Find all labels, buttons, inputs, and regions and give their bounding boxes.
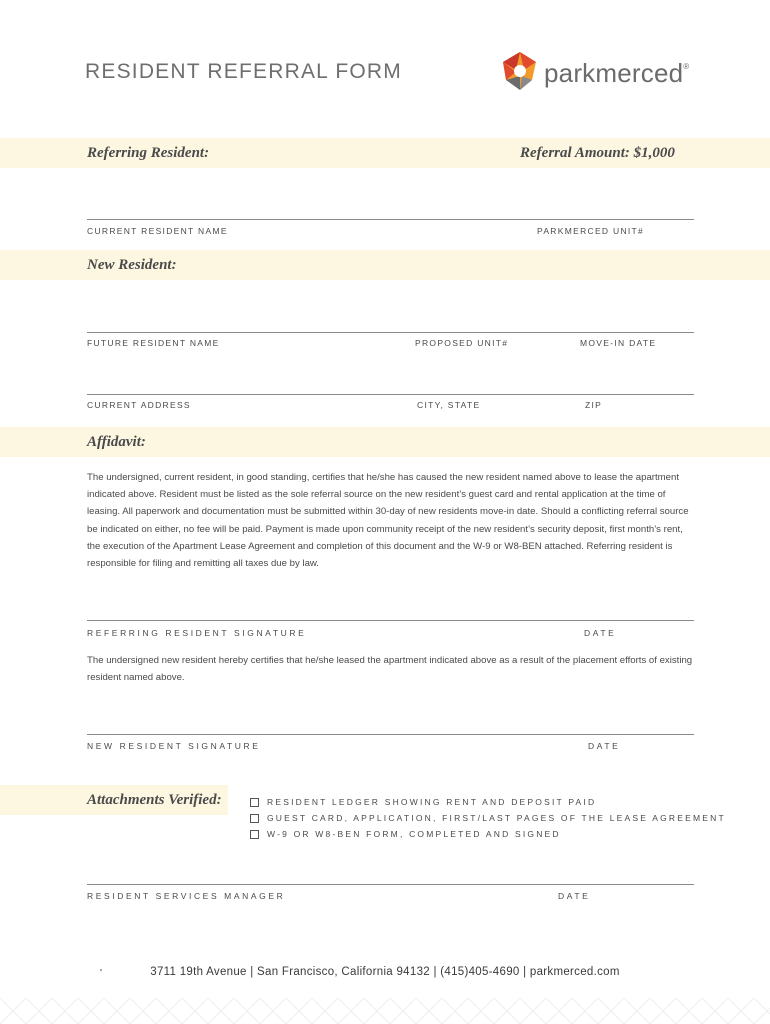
affidavit-paragraph: The undersigned, current resident, in good standing, certifies that he/she has caused the new resident named above to lease the apartment indicated above. Resident must be listed as the sole referral source on the new resident’s guest card and rental application at the time of leasing. All paperwork and documentation must be submitted within 30-day of new residents move-in date. Should a conflicting referral source be indicated on either, no fee will be paid. Payment is made upon community receipt of the new resident’s security deposit, first month’s rent, the execution of the Apartment Lease Agreement and completion of this document and the W-9 or W8-BEN attached. Referring resident is responsible for filing and remitting all taxes due by law.	[87, 472, 689, 570]
new-resident-certification: The undersigned new resident hereby certifies that he/she leased the apartment indicated above as a result of the placement efforts of existing resident named above.	[87, 655, 693, 684]
logo-wordmark: parkmerced®	[544, 58, 690, 88]
attachments-verified-label: Attachments Verified:	[87, 792, 222, 808]
attachment-item-label: W-9 OR W8-BEN FORM, COMPLETED AND SIGNED	[267, 829, 561, 839]
new-resident-signature-caption: NEW RESIDENT SIGNATURE	[87, 741, 261, 751]
parkmerced-logo-icon	[500, 50, 540, 96]
future-resident-line[interactable]	[87, 332, 694, 333]
attachment-item[interactable]	[250, 827, 561, 841]
current-address-line[interactable]	[87, 394, 694, 395]
move-in-date-caption: MOVE-IN DATE	[580, 338, 657, 348]
referral-amount-label: Referral Amount: $1,000	[520, 145, 675, 161]
current-resident-name-caption: CURRENT RESIDENT NAME	[87, 226, 228, 236]
future-resident-name-caption: FUTURE RESIDENT NAME	[87, 338, 220, 348]
parkmerced-unit-caption: PARKMERCED UNIT#	[537, 226, 645, 236]
footer-tick: '	[100, 968, 102, 979]
parkmerced-logo	[500, 48, 700, 100]
resident-services-manager-caption: RESIDENT SERVICES MANAGER	[87, 891, 286, 901]
attachment-item[interactable]	[250, 811, 726, 825]
referring-date-caption: DATE	[584, 628, 617, 638]
zip-caption: ZIP	[585, 400, 603, 410]
new-resident-date-caption: DATE	[588, 741, 621, 751]
new-resident-label: New Resident:	[87, 257, 177, 273]
referring-resident-label: Referring Resident:	[87, 145, 210, 161]
proposed-unit-caption: PROPOSED UNIT#	[415, 338, 509, 348]
manager-signature-line[interactable]	[87, 884, 694, 885]
attachment-item[interactable]	[250, 795, 596, 809]
referring-signature-caption: REFERRING RESIDENT SIGNATURE	[87, 628, 307, 638]
footer-contact: 3711 19th Avenue | San Francisco, California 94132 | (415)405-4690 | parkmerced.com	[150, 966, 620, 978]
city-state-caption: CITY, STATE	[417, 400, 481, 410]
referring-signature-line[interactable]	[87, 620, 694, 621]
affidavit-label: Affidavit:	[87, 434, 146, 450]
new-resident-signature-line[interactable]	[87, 734, 694, 735]
page-title: RESIDENT REFERRAL FORM	[85, 60, 402, 83]
attachment-item-label: RESIDENT LEDGER SHOWING RENT AND DEPOSIT PAID	[267, 797, 597, 807]
manager-date-caption: DATE	[558, 891, 591, 901]
checkbox[interactable]	[250, 814, 259, 823]
attachment-item-label: GUEST CARD, APPLICATION, FIRST/LAST PAGES OF THE LEASE AGREEMENT	[267, 813, 726, 823]
footer-pattern	[0, 998, 770, 1024]
checkbox[interactable]	[250, 798, 259, 807]
current-address-caption: CURRENT ADDRESS	[87, 400, 191, 410]
checkbox[interactable]	[250, 830, 259, 839]
current-resident-line[interactable]	[87, 219, 694, 220]
